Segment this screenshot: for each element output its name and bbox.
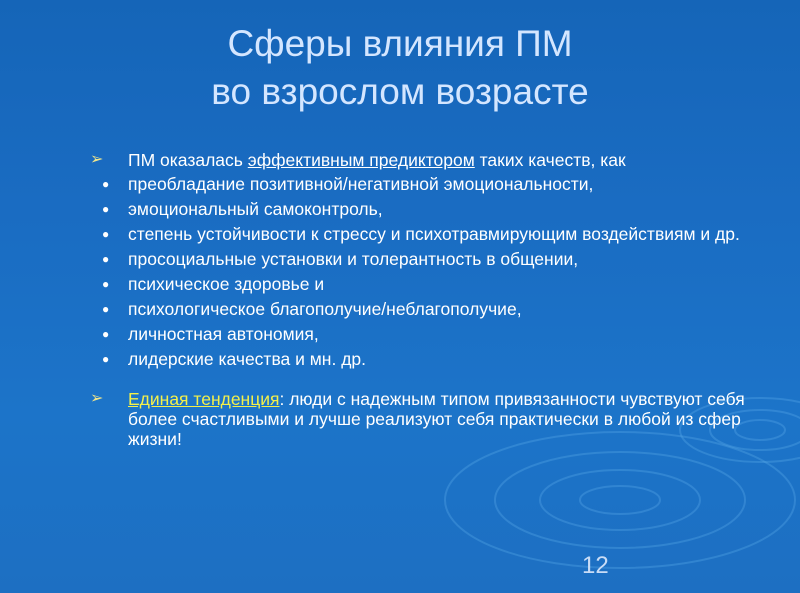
list-item-text: просоциальные установки и толерантность в общении, [128, 249, 579, 269]
dot-bullet-icon: ● [102, 177, 110, 191]
list-item [90, 174, 780, 194]
dot-bullet-icon: ● [102, 252, 110, 266]
list-item [90, 299, 780, 319]
list-item-text: психологическое благополучие/неблагополучие, [128, 299, 522, 319]
dot-bullet-icon: ● [102, 327, 110, 341]
list-item [90, 224, 780, 244]
list-item [90, 274, 780, 294]
main-point-2 [90, 389, 780, 449]
list-item [90, 249, 780, 269]
list-item-text: преобладание позитивной/негативной эмоциональности, [128, 174, 594, 194]
list-item-text: личностная автономия, [128, 324, 319, 344]
list-item [90, 324, 780, 344]
point1-text-post: таких качеств, как [474, 150, 626, 170]
page-number: 12 [582, 552, 609, 579]
point1-text-pre: ПМ оказалась [128, 150, 248, 170]
point2-highlight: Единая тенденция [128, 389, 280, 409]
dot-bullet-icon: ● [102, 277, 110, 291]
list-item [90, 349, 780, 369]
dot-bullet-icon: ● [102, 202, 110, 216]
point1-underlined-phrase: эффективным предиктором [247, 150, 475, 170]
slide-content [90, 150, 780, 449]
arrow-bullet-icon: ➢ [90, 390, 104, 407]
main-point-1 [90, 150, 780, 170]
point2-text: : люди с надежным типом привязанности чувствуют себя более счастливыми и лучше реализуют себя практически в любой из сфер жизни! [128, 389, 745, 449]
list-item-text: степень устойчивости к стрессу и психотравмирующим воздействиям и др. [128, 224, 740, 244]
slide-title [0, 20, 800, 116]
sub-list [90, 174, 780, 369]
list-item-text: лидерские качества и мн. др. [128, 349, 367, 369]
dot-bullet-icon: ● [102, 352, 110, 366]
list-item-text: эмоциональный самоконтроль, [128, 199, 383, 219]
dot-bullet-icon: ● [102, 302, 110, 316]
list-item-text: психическое здоровье и [128, 274, 325, 294]
list-item [90, 199, 780, 219]
dot-bullet-icon: ● [102, 227, 110, 241]
title-line-1: Сферы влияния ПМ [227, 23, 573, 64]
arrow-bullet-icon: ➢ [90, 151, 104, 168]
title-line-2: во взрослом возрасте [211, 71, 589, 112]
